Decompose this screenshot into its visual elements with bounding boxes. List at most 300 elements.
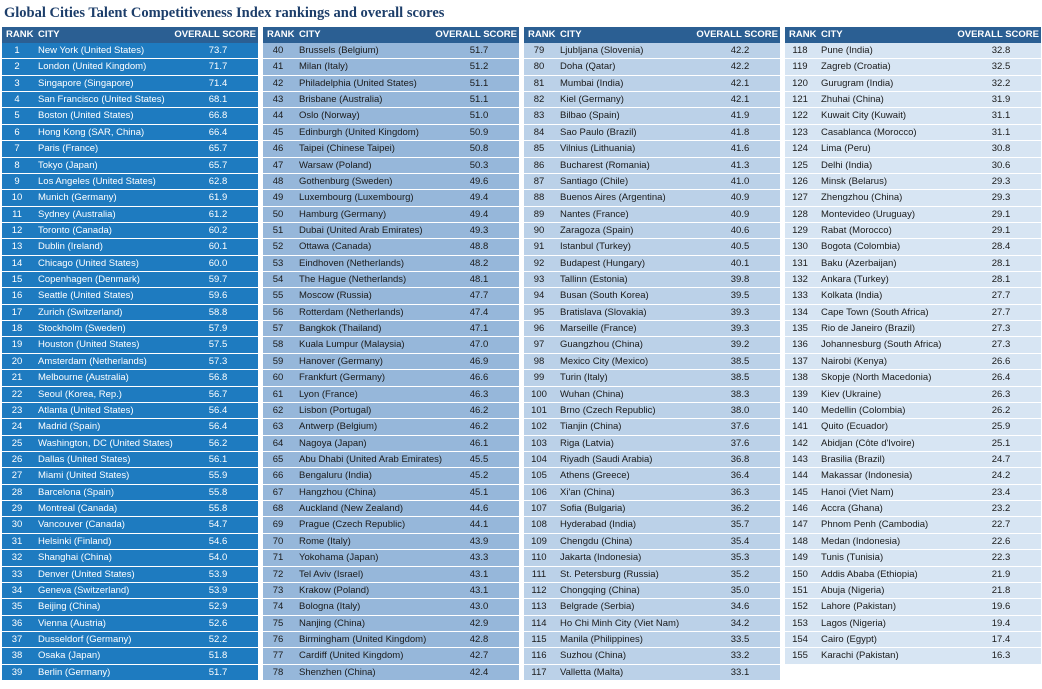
table-row — [785, 632, 1041, 648]
rank-cell: 59 — [272, 355, 284, 367]
rank-cell: 63 — [272, 421, 284, 433]
table-row — [2, 599, 258, 615]
table-row — [524, 190, 780, 206]
city-cell: Tel Aviv (Israel) — [299, 568, 364, 580]
score-cell: 22.6 — [991, 535, 1011, 547]
score-cell: 40.9 — [730, 192, 750, 204]
rank-cell: 87 — [533, 175, 545, 187]
table-row — [524, 387, 780, 403]
score-cell: 38.3 — [730, 388, 750, 400]
table-row — [263, 436, 519, 452]
table-row — [524, 272, 780, 288]
city-cell: Beijing (China) — [38, 601, 101, 613]
city-cell: Warsaw (Poland) — [299, 159, 372, 171]
score-cell: 61.2 — [208, 208, 228, 220]
table-row — [524, 321, 780, 337]
rank-cell: 99 — [533, 372, 545, 384]
city-cell: Karachi (Pakistan) — [821, 650, 899, 662]
table-row — [2, 76, 258, 92]
city-cell: Amsterdam (Netherlands) — [38, 355, 147, 367]
city-cell: Milan (Italy) — [299, 61, 349, 73]
header-score: OVERALL SCORE — [174, 29, 256, 40]
score-cell: 27.7 — [991, 306, 1011, 318]
table-row — [2, 370, 258, 386]
score-cell: 46.3 — [469, 388, 489, 400]
score-cell: 42.1 — [730, 94, 750, 106]
table-row — [263, 599, 519, 615]
score-cell: 19.6 — [991, 601, 1011, 613]
table-row — [524, 354, 780, 370]
rank-cell: 82 — [533, 94, 545, 106]
score-cell: 56.7 — [208, 388, 228, 400]
score-cell: 56.4 — [208, 404, 228, 416]
score-cell: 53.9 — [208, 584, 228, 596]
city-cell: Seattle (United States) — [38, 290, 134, 302]
table-row — [785, 517, 1041, 533]
table-row — [785, 158, 1041, 174]
city-cell: Houston (United States) — [38, 339, 140, 351]
header-city: CITY — [560, 29, 582, 40]
city-cell: Kiel (Germany) — [560, 94, 624, 106]
score-cell: 21.8 — [991, 584, 1011, 596]
city-cell: Doha (Qatar) — [560, 61, 616, 73]
score-cell: 51.7 — [469, 45, 489, 56]
table-row — [2, 632, 258, 648]
table-row — [524, 485, 780, 501]
score-cell: 22.3 — [991, 552, 1011, 564]
city-cell: Hanover (Germany) — [299, 355, 383, 367]
rank-cell: 22 — [11, 388, 23, 400]
table-row — [263, 92, 519, 108]
rank-cell: 31 — [11, 535, 23, 547]
table-row — [524, 665, 780, 681]
table-row — [524, 436, 780, 452]
rank-cell: 33 — [11, 568, 23, 580]
table-row — [2, 288, 258, 304]
score-cell: 16.3 — [991, 650, 1011, 662]
rank-cell: 15 — [11, 274, 23, 286]
city-cell: Marseille (France) — [560, 323, 637, 335]
city-cell: Abu Dhabi (United Arab Emirates) — [299, 453, 443, 465]
table-row — [785, 223, 1041, 239]
score-cell: 44.1 — [469, 519, 489, 531]
city-cell: Bengaluru (India) — [299, 470, 372, 482]
rank-cell: 147 — [792, 519, 808, 531]
city-cell: The Hague (Netherlands) — [299, 274, 407, 286]
rank-cell: 30 — [11, 519, 23, 531]
score-cell: 43.3 — [469, 552, 489, 564]
rank-cell: 111 — [531, 568, 547, 580]
rank-cell: 73 — [272, 584, 284, 596]
table-row — [785, 43, 1041, 59]
score-cell: 40.6 — [730, 224, 750, 236]
city-cell: Baku (Azerbaijan) — [821, 257, 897, 269]
table-row — [263, 354, 519, 370]
table-row — [263, 207, 519, 223]
city-cell: Vienna (Austria) — [38, 617, 106, 629]
score-cell: 40.5 — [730, 241, 750, 253]
table-row — [2, 321, 258, 337]
rank-cell: 39 — [11, 666, 23, 678]
rank-cell: 14 — [11, 257, 23, 269]
score-cell: 36.2 — [730, 503, 750, 515]
table-row — [2, 354, 258, 370]
city-cell: Eindhoven (Netherlands) — [299, 257, 405, 269]
rank-cell: 121 — [792, 94, 808, 106]
rank-cell: 152 — [792, 601, 808, 613]
rank-cell: 150 — [792, 568, 808, 580]
rank-cell: 68 — [272, 503, 284, 515]
city-cell: Cairo (Egypt) — [821, 633, 877, 645]
table-row — [2, 534, 258, 550]
rank-cell: 103 — [531, 437, 547, 449]
table-row — [263, 517, 519, 533]
city-cell: Shenzhen (China) — [299, 666, 376, 678]
city-cell: Turin (Italy) — [560, 372, 608, 384]
city-cell: Denver (United States) — [38, 568, 135, 580]
rank-column-group-2 — [263, 27, 519, 681]
score-cell: 44.6 — [469, 503, 489, 515]
city-cell: Nairobi (Kenya) — [821, 355, 887, 367]
rank-cell: 1 — [14, 45, 20, 56]
score-cell: 43.1 — [469, 584, 489, 596]
score-cell: 52.9 — [208, 601, 228, 613]
city-cell: Dubai (United Arab Emirates) — [299, 224, 423, 236]
score-cell: 48.2 — [469, 257, 489, 269]
city-cell: Munich (Germany) — [38, 192, 117, 204]
table-row — [2, 419, 258, 435]
city-cell: Ljubljana (Slovenia) — [560, 45, 644, 56]
header-city: CITY — [299, 29, 321, 40]
rank-cell: 72 — [272, 568, 284, 580]
score-cell: 57.3 — [208, 355, 228, 367]
table-row — [263, 305, 519, 321]
table-row — [524, 370, 780, 386]
score-cell: 54.7 — [208, 519, 228, 531]
table-row — [263, 337, 519, 353]
table-row — [2, 616, 258, 632]
table-row — [785, 92, 1041, 108]
table-row — [785, 387, 1041, 403]
city-cell: Accra (Ghana) — [821, 503, 883, 515]
header-rank: RANK — [528, 29, 556, 40]
rank-cell: 130 — [792, 241, 808, 253]
rank-cell: 45 — [272, 126, 284, 138]
rank-cell: 19 — [11, 339, 23, 351]
rank-cell: 95 — [533, 306, 545, 318]
city-cell: Bucharest (Romania) — [560, 159, 650, 171]
city-cell: Montevideo (Uruguay) — [821, 208, 915, 220]
score-cell: 41.3 — [730, 159, 750, 171]
city-cell: Miami (United States) — [38, 470, 130, 482]
table-row — [263, 648, 519, 664]
table-row — [263, 583, 519, 599]
table-row — [263, 190, 519, 206]
city-cell: Lahore (Pakistan) — [821, 601, 896, 613]
score-cell: 25.1 — [991, 437, 1011, 449]
rank-cell: 132 — [792, 274, 808, 286]
score-cell: 36.4 — [730, 470, 750, 482]
table-row — [785, 567, 1041, 583]
score-cell: 58.8 — [208, 306, 228, 318]
rank-cell: 142 — [792, 437, 808, 449]
city-cell: Washington, DC (United States) — [38, 437, 173, 449]
city-cell: Cardiff (United Kingdom) — [299, 650, 404, 662]
table-row — [524, 583, 780, 599]
table-row — [263, 59, 519, 75]
city-cell: Bologna (Italy) — [299, 601, 361, 613]
score-cell: 50.3 — [469, 159, 489, 171]
table-row — [263, 76, 519, 92]
table-row — [263, 665, 519, 681]
score-cell: 27.7 — [991, 290, 1011, 302]
table-row — [2, 387, 258, 403]
table-row — [785, 370, 1041, 386]
city-cell: Suzhou (China) — [560, 650, 627, 662]
table-row — [263, 468, 519, 484]
table-row — [263, 272, 519, 288]
rank-cell: 9 — [14, 175, 20, 187]
score-cell: 71.4 — [208, 77, 228, 89]
rank-cell: 91 — [533, 241, 545, 253]
score-cell: 42.4 — [469, 666, 489, 678]
table-row — [2, 125, 258, 141]
score-cell: 55.8 — [208, 486, 228, 498]
score-cell: 71.7 — [208, 61, 228, 73]
city-cell: Melbourne (Australia) — [38, 372, 129, 384]
rank-cell: 120 — [792, 77, 808, 89]
table-row — [263, 43, 519, 59]
table-row — [2, 207, 258, 223]
table-row — [2, 501, 258, 517]
rank-cell: 108 — [531, 519, 547, 531]
rank-cell: 98 — [533, 355, 545, 367]
city-cell: Minsk (Belarus) — [821, 175, 887, 187]
score-cell: 56.8 — [208, 372, 228, 384]
table-row — [524, 108, 780, 124]
table-row — [2, 158, 258, 174]
rank-cell: 145 — [792, 486, 808, 498]
city-cell: Geneva (Switzerland) — [38, 584, 130, 596]
table-header — [524, 27, 780, 43]
table-row — [524, 288, 780, 304]
city-cell: Nanjing (China) — [299, 617, 366, 629]
rank-cell: 148 — [792, 535, 808, 547]
table-row — [785, 125, 1041, 141]
city-cell: Lagos (Nigeria) — [821, 617, 886, 629]
score-cell: 49.6 — [469, 175, 489, 187]
rank-cell: 135 — [792, 323, 808, 335]
city-cell: Addis Ababa (Ethiopia) — [821, 568, 918, 580]
city-cell: Ankara (Turkey) — [821, 274, 889, 286]
table-row — [524, 43, 780, 59]
city-cell: Medellin (Colombia) — [821, 404, 906, 416]
score-cell: 47.4 — [469, 306, 489, 318]
city-cell: Chongqing (China) — [560, 584, 640, 596]
score-cell: 41.6 — [730, 143, 750, 155]
city-cell: Edinburgh (United Kingdom) — [299, 126, 419, 138]
city-cell: Hong Kong (SAR, China) — [38, 126, 145, 138]
city-cell: Dusseldorf (Germany) — [38, 633, 132, 645]
rank-cell: 37 — [11, 633, 23, 645]
city-cell: Hangzhou (China) — [299, 486, 377, 498]
rank-cell: 106 — [531, 486, 547, 498]
city-cell: Quito (Ecuador) — [821, 421, 889, 433]
rank-cell: 51 — [272, 224, 284, 236]
table-row — [524, 92, 780, 108]
table-row — [785, 207, 1041, 223]
score-cell: 29.1 — [991, 224, 1011, 236]
table-row — [2, 468, 258, 484]
table-row — [2, 174, 258, 190]
city-cell: Jakarta (Indonesia) — [560, 552, 642, 564]
table-row — [524, 141, 780, 157]
city-cell: Riga (Latvia) — [560, 437, 614, 449]
rank-cell: 50 — [272, 208, 284, 220]
rank-cell: 85 — [533, 143, 545, 155]
table-row — [785, 485, 1041, 501]
rank-cell: 151 — [792, 584, 808, 596]
city-cell: Los Angeles (United States) — [38, 175, 156, 187]
table-row — [785, 190, 1041, 206]
table-row — [2, 583, 258, 599]
city-cell: Buenos Aires (Argentina) — [560, 192, 666, 204]
rank-cell: 46 — [272, 143, 284, 155]
table-header — [785, 27, 1041, 43]
score-cell: 51.1 — [469, 94, 489, 106]
rank-cell: 27 — [11, 470, 23, 482]
city-cell: Berlin (Germany) — [38, 666, 111, 678]
rank-cell: 6 — [14, 126, 20, 138]
rank-cell: 49 — [272, 192, 284, 204]
city-cell: Medan (Indonesia) — [821, 535, 901, 547]
score-cell: 23.2 — [991, 503, 1011, 515]
table-row — [785, 436, 1041, 452]
table-row — [785, 321, 1041, 337]
rank-cell: 90 — [533, 224, 545, 236]
city-cell: Rotterdam (Netherlands) — [299, 306, 404, 318]
table-row — [263, 288, 519, 304]
header-city: CITY — [821, 29, 843, 40]
city-cell: Brasilia (Brazil) — [821, 453, 885, 465]
rank-cell: 66 — [272, 470, 284, 482]
rank-cell: 109 — [531, 535, 547, 547]
rank-cell: 10 — [11, 192, 23, 204]
rank-cell: 125 — [792, 159, 808, 171]
score-cell: 42.2 — [730, 61, 750, 73]
table-header — [2, 27, 258, 43]
rank-cell: 101 — [531, 404, 547, 416]
table-row — [263, 370, 519, 386]
city-cell: Frankfurt (Germany) — [299, 372, 386, 384]
score-cell: 61.9 — [208, 192, 228, 204]
city-cell: Singapore (Singapore) — [38, 77, 134, 89]
rank-cell: 5 — [14, 110, 20, 122]
score-cell: 27.3 — [991, 339, 1011, 351]
table-row — [2, 190, 258, 206]
score-cell: 33.2 — [730, 650, 750, 662]
city-cell: Tokyo (Japan) — [38, 159, 98, 171]
rank-cell: 75 — [272, 617, 284, 629]
rank-column-group-4 — [785, 27, 1041, 665]
table-row — [524, 616, 780, 632]
rank-cell: 53 — [272, 257, 284, 269]
table-row — [524, 239, 780, 255]
rank-cell: 17 — [11, 306, 23, 318]
rank-cell: 93 — [533, 274, 545, 286]
table-row — [785, 452, 1041, 468]
rank-cell: 146 — [792, 503, 808, 515]
rank-cell: 83 — [533, 110, 545, 122]
table-row — [2, 223, 258, 239]
score-cell: 47.0 — [469, 339, 489, 351]
score-cell: 37.6 — [730, 421, 750, 433]
city-cell: Lisbon (Portugal) — [299, 404, 372, 416]
score-cell: 31.1 — [991, 126, 1011, 138]
score-cell: 22.7 — [991, 519, 1011, 531]
score-cell: 29.3 — [991, 175, 1011, 187]
score-cell: 19.4 — [991, 617, 1011, 629]
score-cell: 60.2 — [208, 224, 228, 236]
city-cell: Mexico City (Mexico) — [560, 355, 649, 367]
score-cell: 66.8 — [208, 110, 228, 122]
table-row — [263, 632, 519, 648]
table-row — [524, 419, 780, 435]
table-row — [785, 288, 1041, 304]
table-header — [263, 27, 519, 43]
city-cell: Atlanta (United States) — [38, 404, 134, 416]
score-cell: 39.3 — [730, 323, 750, 335]
rank-cell: 134 — [792, 306, 808, 318]
rank-cell: 52 — [272, 241, 284, 253]
rank-cell: 41 — [272, 61, 284, 73]
table-row — [2, 485, 258, 501]
score-cell: 38.5 — [730, 355, 750, 367]
rank-cell: 92 — [533, 257, 545, 269]
score-cell: 46.1 — [469, 437, 489, 449]
rankings-tables — [2, 27, 1040, 687]
city-cell: Oslo (Norway) — [299, 110, 360, 122]
rank-cell: 144 — [792, 470, 808, 482]
rank-cell: 48 — [272, 175, 284, 187]
score-cell: 46.2 — [469, 421, 489, 433]
rank-cell: 127 — [792, 192, 808, 204]
city-cell: Osaka (Japan) — [38, 650, 101, 662]
city-cell: Bratislava (Slovakia) — [560, 306, 647, 318]
city-cell: Brussels (Belgium) — [299, 45, 379, 56]
table-row — [524, 174, 780, 190]
table-row — [263, 534, 519, 550]
table-row — [524, 125, 780, 141]
table-row — [785, 256, 1041, 272]
city-cell: Wuhan (China) — [560, 388, 624, 400]
city-cell: Sao Paulo (Brazil) — [560, 126, 637, 138]
rank-cell: 123 — [792, 126, 808, 138]
city-cell: Makassar (Indonesia) — [821, 470, 913, 482]
table-row — [263, 501, 519, 517]
score-cell: 51.1 — [469, 77, 489, 89]
score-cell: 52.2 — [208, 633, 228, 645]
city-cell: Pune (India) — [821, 45, 873, 56]
rank-cell: 96 — [533, 323, 545, 335]
score-cell: 46.9 — [469, 355, 489, 367]
rank-cell: 57 — [272, 323, 284, 335]
rank-cell: 141 — [792, 421, 808, 433]
table-row — [524, 305, 780, 321]
rank-cell: 119 — [792, 61, 808, 73]
score-cell: 35.2 — [730, 568, 750, 580]
score-cell: 46.2 — [469, 404, 489, 416]
